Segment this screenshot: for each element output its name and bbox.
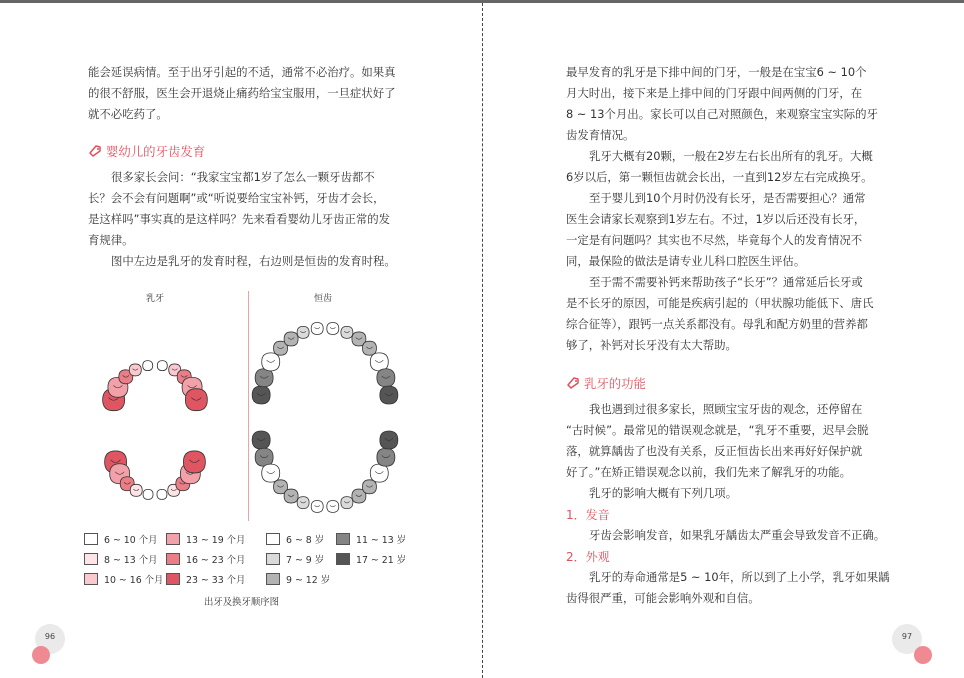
page-number: 97	[892, 624, 922, 654]
permanent-upper-tooth	[311, 323, 323, 335]
legend-label: 17 ~ 21 岁	[356, 555, 407, 566]
list-intro: 乳牙的影响大概有下列几项。	[589, 486, 738, 500]
legend-label: 16 ~ 23 个月	[186, 555, 246, 566]
text-line: 综合征等），跟钙一点关系都没有。母乳和配方奶里的营养都	[566, 317, 868, 331]
right-page	[484, 0, 964, 678]
permanent-upper-tooth	[284, 332, 298, 346]
page-number: 96	[35, 624, 65, 654]
legend-swatch	[166, 553, 180, 565]
section-title: 乳牙的功能	[584, 376, 646, 391]
legend-item	[166, 551, 245, 567]
teeth-eruption-figure	[80, 285, 420, 615]
legend-item	[266, 571, 330, 587]
primary-upper-tooth	[185, 389, 207, 411]
section-heading	[88, 142, 205, 160]
paragraph-2	[566, 146, 873, 188]
legend-item	[266, 531, 324, 547]
text-line: 齿发育情况。	[566, 128, 635, 142]
permanent-upper-tooth	[380, 386, 398, 404]
legend-item	[166, 531, 245, 547]
permanent-lower-tooth	[262, 464, 280, 482]
text-line: 是这样吗”事实真的是这样吗？先来看看婴幼儿牙齿正常的发	[88, 212, 391, 226]
text-line: 至于需不需要补钙来帮助孩子“长牙”？通常延后长牙或	[589, 275, 863, 289]
permanent-lower-tooth	[252, 431, 270, 449]
text-line: 能会延误病情。至于出牙引起的不适，通常不必治疗。如果真	[88, 65, 396, 79]
text-line: 好了。”在矫正错误观念以前，我们先来了解乳牙的功能。	[566, 465, 851, 479]
text-line: 6岁以后，第一颗恒齿就会长出，一直到12岁左右完成换牙。	[566, 170, 873, 184]
permanent-upper-tooth	[262, 353, 280, 371]
text-line: 是不长牙的原因，可能是疾病引起的（甲状腺功能低下、唐氏	[566, 296, 874, 310]
section-title: 婴幼儿的牙齿发育	[106, 144, 206, 159]
legend-swatch	[84, 533, 98, 545]
permanent-upper-tooth	[252, 386, 270, 404]
figure-intro-line: 图中左边是乳牙的发育时程，右边则是恒齿的发育时程。	[111, 254, 396, 268]
permanent-lower-tooth	[370, 464, 388, 482]
text-line: 落，就算龋齿了也没有关系，反正恒齿长出来再好好保护就	[566, 444, 863, 458]
text-line: 月大时出，接下来是上排中间的门牙跟中间两侧的门牙，在	[566, 86, 863, 100]
legend-item	[336, 551, 406, 567]
paragraph-3	[566, 188, 865, 272]
permanent-upper-tooth	[327, 323, 339, 335]
section-heading	[566, 374, 646, 392]
legend-label: 9 ~ 12 岁	[286, 575, 331, 586]
teeth-diagram	[80, 285, 420, 525]
text-line: 医生会请家长观察到1岁左右。不过，1岁以后还没有长牙，	[566, 212, 866, 226]
section1-paragraph	[88, 167, 390, 251]
text-line: 至于婴儿到10个月时仍没有长牙，是否需要担心？通常	[589, 191, 866, 205]
legend-swatch	[336, 533, 350, 545]
legend-label: 6 ~ 8 岁	[286, 535, 325, 546]
legend-label: 8 ~ 13 个月	[104, 555, 158, 566]
legend-swatch	[166, 573, 180, 585]
figure-caption: 出牙及换牙顺序图	[204, 597, 280, 608]
legend-swatch	[336, 553, 350, 565]
legend-swatch	[166, 533, 180, 545]
list-item-text	[566, 567, 890, 609]
permanent-lower-tooth	[377, 448, 395, 466]
legend-label: 23 ~ 33 个月	[186, 575, 246, 586]
text-line: 乳牙大概有20颗，一般在2岁左右长出所有的乳牙。大概	[589, 149, 873, 163]
primary-teeth-label: 乳牙	[146, 294, 165, 304]
text-line: 齿得很严重，可能会影响外观和自信。	[566, 591, 760, 605]
permanent-upper-tooth	[255, 369, 273, 387]
legend-label: 10 ~ 16 个月	[104, 575, 164, 586]
paragraph-4	[566, 272, 874, 356]
intro-paragraph	[566, 62, 878, 146]
text-line: 同，最保险的做法是请专业儿科口腔医生评估。	[566, 254, 806, 268]
permanent-lower-tooth	[362, 480, 376, 494]
permanent-lower-tooth	[327, 500, 339, 512]
primary-lower-tooth	[183, 451, 205, 473]
legend-item	[84, 551, 157, 567]
primary-upper-tooth	[129, 364, 141, 376]
text-line: 乳牙的寿命通常是5 ~ 10年，所以到了上小学，乳牙如果龋	[589, 570, 890, 584]
text-line: 8 ~ 13个月出。家长可以自己对照颜色，来观察宝宝实际的牙	[566, 107, 878, 121]
permanent-lower-tooth	[284, 489, 298, 503]
legend-label: 13 ~ 19 个月	[186, 535, 246, 546]
text-line: 就不必吃药了。	[88, 107, 168, 121]
permanent-upper-tooth	[362, 341, 376, 355]
permanent-upper-tooth	[370, 353, 388, 371]
legend-item	[166, 571, 245, 587]
primary-lower-tooth	[130, 484, 142, 496]
list-item-title: 2．外观	[566, 550, 610, 564]
legend-swatch	[266, 553, 280, 565]
text-line: 长？会不会有问题啊”或“听说要给宝宝补钙，牙齿才会长，	[88, 191, 385, 205]
permanent-lower-tooth	[297, 497, 309, 509]
text-line: 育规律。	[88, 233, 134, 247]
text-line: 一定是有问题吗？其实也不尽然，毕竟每个人的发育情况不	[566, 233, 863, 247]
list-item-text: 牙齿会影响发音，如果乳牙龋齿太严重会导致发音不正确。	[589, 528, 886, 542]
text-line: “古时候”。最常见的错误观念就是，“乳牙不重要，迟早会脱	[566, 423, 869, 437]
legend-item	[84, 531, 157, 547]
legend-item	[84, 571, 163, 587]
text-line: 够了，补钙对长牙没有太大帮助。	[566, 338, 737, 352]
primary-upper-tooth	[143, 361, 153, 371]
legend-swatch	[84, 553, 98, 565]
page-dot	[32, 646, 50, 664]
page-dot	[914, 646, 932, 664]
permanent-upper-tooth	[297, 326, 309, 338]
text-line: 最早发育的乳牙是下排中间的门牙，一般是在宝宝6 ~ 10个	[566, 65, 867, 79]
text-line: 的很不舒服，医生会开退烧止痛药给宝宝服用，一旦症状好了	[88, 86, 396, 100]
tooth-tag-icon	[566, 376, 580, 390]
list-item-title: 1．发音	[566, 508, 610, 522]
legend-label: 7 ~ 9 岁	[286, 555, 325, 566]
legend-swatch	[266, 533, 280, 545]
primary-lower-tooth	[143, 489, 153, 499]
text-line: 很多家长会问：“我家宝宝都1岁了怎么一颗牙齿都不	[111, 170, 375, 184]
legend-label: 6 ~ 10 个月	[104, 535, 158, 546]
permanent-lower-tooth	[380, 431, 398, 449]
legend-item	[336, 531, 406, 547]
permanent-lower-tooth	[311, 500, 323, 512]
primary-upper-tooth	[157, 361, 167, 371]
permanent-upper-tooth	[341, 326, 353, 338]
book-spine	[482, 3, 483, 678]
permanent-teeth-label: 恒齿	[314, 294, 333, 304]
permanent-lower-tooth	[255, 448, 273, 466]
intro-paragraph	[88, 62, 396, 125]
legend-label: 11 ~ 13 岁	[356, 535, 407, 546]
section2-paragraph	[566, 399, 868, 483]
legend-item	[266, 551, 324, 567]
permanent-lower-tooth	[341, 497, 353, 509]
legend-swatch	[266, 573, 280, 585]
text-line: 我也遇到过很多家长，照顾宝宝牙齿的观念，还停留在	[589, 402, 863, 416]
tooth-tag-icon	[88, 144, 102, 158]
permanent-upper-tooth	[377, 369, 395, 387]
primary-lower-tooth	[157, 489, 167, 499]
legend-swatch	[84, 573, 98, 585]
